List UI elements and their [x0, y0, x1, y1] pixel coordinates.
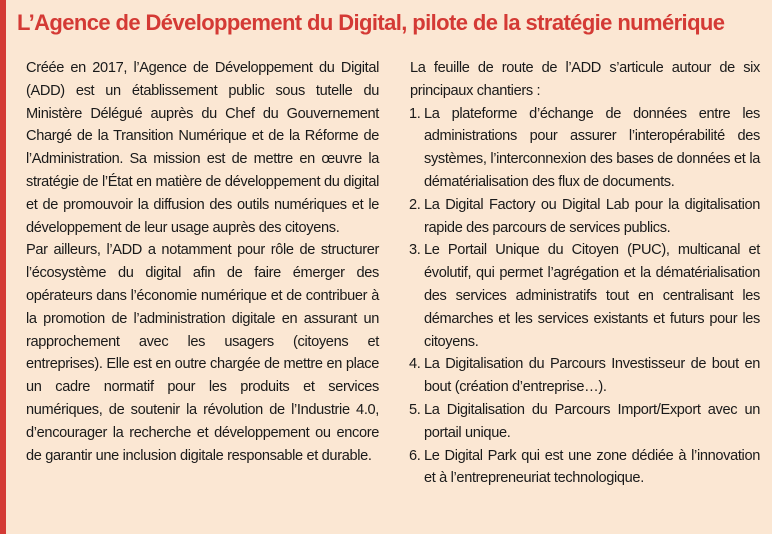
- list-item: [410, 103, 760, 194]
- roadmap-list: [410, 103, 760, 491]
- list-item: [410, 239, 760, 353]
- list-item-text: La Digitalisation du Parcours Investisseur de bout en bout (création d’entreprise…).: [424, 356, 760, 396]
- list-item-number: 3.: [409, 242, 421, 259]
- list-item-number: 4.: [409, 356, 421, 373]
- list-item-number: 5.: [409, 401, 421, 418]
- page-title: L’Agence de Développement du Digital, pilote de la stratégie numérique: [17, 10, 725, 35]
- list-item: [410, 399, 760, 445]
- list-item-text: La Digital Factory ou Digital Lab pour la digitalisation rapide des parcours de services publics.: [424, 196, 760, 236]
- roadmap-intro: La feuille de route de l’ADD s’articule autour de six principaux chantiers :: [410, 60, 760, 99]
- list-item-text: Le Digital Park qui est une zone dédiée à l’innovation et à l’entrepreneuriat technologique.: [424, 447, 760, 487]
- intro-paragraph: Créée en 2017, l’Agence de Développement du Digital (ADD) est un établissement public sous tutelle du Ministère Délégué auprès du Chef du Gouvernement Chargé de la Transition Numérique et de la Réforme de l’Administration. Sa mission est de mettre en œuvre la stratégie de l’État en matière de développement du digital et de promouvoir la diffusion des outils numériques et le développement de leur usage auprès des citoyens.: [26, 60, 379, 236]
- list-item-text: La plateforme d’échange de données entre les administrations pour assurer l’interopérabilité des systèmes, l’interconnexion des bases de données et la dématérialisation des flux de documents.: [424, 105, 760, 190]
- list-item-text: La Digitalisation du Parcours Import/Export avec un portail unique.: [424, 401, 760, 441]
- list-item-text: Le Portail Unique du Citoyen (PUC), multicanal et évolutif, qui permet l’agrégation et la dématérialisation des services administratifs tout en centralisant les démarches et les services existants et futurs pour les citoyens.: [424, 242, 760, 350]
- right-column: [410, 57, 760, 490]
- list-item: [410, 194, 760, 240]
- list-item-number: 2.: [409, 196, 421, 213]
- list-item-number: 1.: [409, 105, 421, 122]
- list-item: [410, 445, 760, 491]
- list-item-number: 6.: [409, 447, 421, 464]
- mission-paragraph: Par ailleurs, l’ADD a notamment pour rôle de structurer l’écosystème du digital afin de faire émerger des opérateurs dans l’économie numérique et de contribuer à la promotion de l’administration digitale en assurant un rapprochement avec les usagers (citoyens et entreprises). Elle est en outre chargée de mettre en place un cadre normatif pour les produits et services numériques, de soutenir la révolution de l’Industrie 4.0, d’encourager la recherche et développement ou encore de garantir une inclusion digitale responsable et durable.: [26, 242, 379, 464]
- left-column: [26, 57, 379, 467]
- list-item: [410, 353, 760, 399]
